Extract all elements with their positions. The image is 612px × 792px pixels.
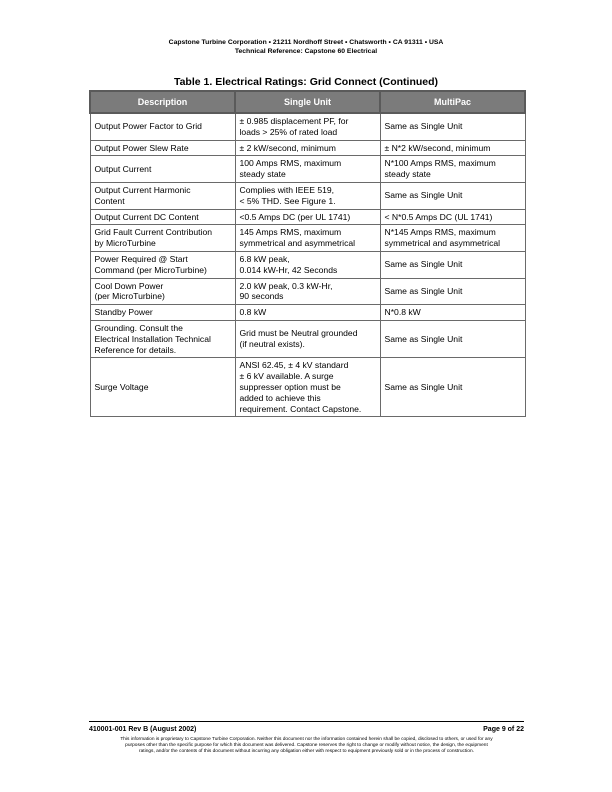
cell-line: Output Current Harmonic [94,184,191,195]
single-unit-cell: <0.5 Amps DC (per UL 1741) [235,209,380,225]
table-row [90,209,525,225]
cell-line: symmetrical and asymmetrical [239,238,356,249]
description-cell: Standby Power [90,305,235,321]
cell-line: loads > 25% of rated load [239,126,338,137]
cell-line: 2.0 kW peak, 0.3 kW-Hr, [239,280,333,291]
cell-line: 145 Amps RMS, maximum [239,227,342,238]
single-unit-cell [235,156,380,183]
cell-line: ± 6 kV available. A surge [239,371,334,382]
cell-line: added to achieve this [239,392,321,403]
page-header-title: Technical Reference: Capstone 60 Electrical [234,48,378,55]
cell-line: (per MicroTurbine) [94,291,165,302]
cell-line: ANSI 62.45, ± 4 kV standard [239,360,349,371]
description-cell: Output Current DC Content [90,209,235,225]
cell-line: < 5% THD. See Figure 1. [239,195,336,206]
cell-line: Cool Down Power [94,280,164,291]
table-row [90,156,525,183]
cell-line: steady state [239,169,286,180]
electrical-ratings-table [89,90,526,417]
cell-line: by MicroTurbine [94,238,156,249]
cell-line: symmetrical and asymmetrical [384,238,501,249]
cell-line: 100 Amps RMS, maximum [239,158,342,169]
cell-line: requirement. Contact Capstone. [239,403,362,414]
multipac-cell: Same as Single Unit [380,182,525,209]
cell-line: Complies with IEEE 519, [239,184,335,195]
disclaimer-line: This information is proprietary to Capstone Turbine Corporation. Neither this document nor the information contained herein shall be copied, disclosed to others, or used for any [120,737,493,742]
table-header-row [90,91,525,113]
table-row [90,320,525,357]
description-cell: Surge Voltage [90,358,235,417]
cell-line: Command (per MicroTurbine) [94,264,207,275]
table-row [90,305,525,321]
single-unit-cell [235,225,380,252]
single-unit-cell: ± 2 kW/second, minimum [235,140,380,156]
cell-line: N*100 Amps RMS, maximum [384,158,496,169]
description-cell: Output Power Factor to Grid [90,113,235,140]
proprietary-disclaimer [89,737,524,755]
multipac-cell: Same as Single Unit [380,113,525,140]
single-unit-cell [235,182,380,209]
cell-line: Grid must be Neutral grounded [239,328,358,339]
cell-line: (if neutral exists). [239,339,305,350]
single-unit-cell [235,278,380,305]
disclaimer-line: purposes other than the specific purpose for which this document was delivered. Capstone reserves the right to change or modify without notice, the design, the equipment [125,743,488,748]
document-number: 410001-001 Rev B (August 2002) [89,726,197,733]
single-unit-cell [235,251,380,278]
footer-rule [89,721,524,722]
cell-line: 90 seconds [239,291,284,302]
column-header-description: Description [90,91,235,113]
multipac-cell [380,225,525,252]
multipac-cell: < N*0.5 Amps DC (UL 1741) [380,209,525,225]
cell-line: Grid Fault Current Contribution [94,227,212,238]
cell-line: suppresser option must be [239,381,341,392]
single-unit-cell [235,320,380,357]
multipac-cell [380,156,525,183]
description-cell [90,320,235,357]
multipac-cell: Same as Single Unit [380,278,525,305]
page-header-address: Capstone Turbine Corporation • 21211 Nordhoff Street • Chatsworth • CA 91311 • USA [168,39,444,46]
description-cell: Output Power Slew Rate [90,140,235,156]
cell-line: ± 0.985 displacement PF, for [239,116,349,126]
disclaimer-line: ratings, and/or the contents of this document without incurring any obligation either with respect to equipment previously sold or in the process of construction. [139,749,474,754]
table-row [90,358,525,417]
multipac-cell: ± N*2 kW/second, minimum [380,140,525,156]
multipac-cell: Same as Single Unit [380,320,525,357]
table-row [90,140,525,156]
description-cell [90,182,235,209]
table-row [90,113,525,140]
cell-line: 6.8 kW peak, [239,253,290,264]
table-row [90,225,525,252]
description-cell [90,278,235,305]
multipac-cell: Same as Single Unit [380,251,525,278]
single-unit-cell [235,358,380,417]
cell-line: Power Required @ Start [94,253,188,264]
description-cell [90,225,235,252]
cell-line: Electrical Installation Technical [94,333,211,344]
multipac-cell: N*0.8 kW [380,305,525,321]
column-header-single-unit: Single Unit [235,91,380,113]
cell-line: Grounding. Consult the [94,322,183,333]
table-title: Table 1. Electrical Ratings: Grid Connect (Continued) [173,76,439,88]
table-row [90,182,525,209]
cell-line: 0.014 kW-Hr, 42 Seconds [239,264,338,275]
cell-line: N*145 Amps RMS, maximum [384,227,496,238]
cell-line: steady state [384,169,431,180]
table-row [90,278,525,305]
single-unit-cell [235,113,380,140]
multipac-cell: Same as Single Unit [380,358,525,417]
cell-line: Content [94,195,125,206]
cell-line: Reference for details. [94,344,177,355]
description-cell: Output Current [90,156,235,183]
description-cell [90,251,235,278]
table-row [90,251,525,278]
page-number: Page 9 of 22 [483,726,524,733]
single-unit-cell: 0.8 kW [235,305,380,321]
column-header-multipac: MultiPac [380,91,525,113]
